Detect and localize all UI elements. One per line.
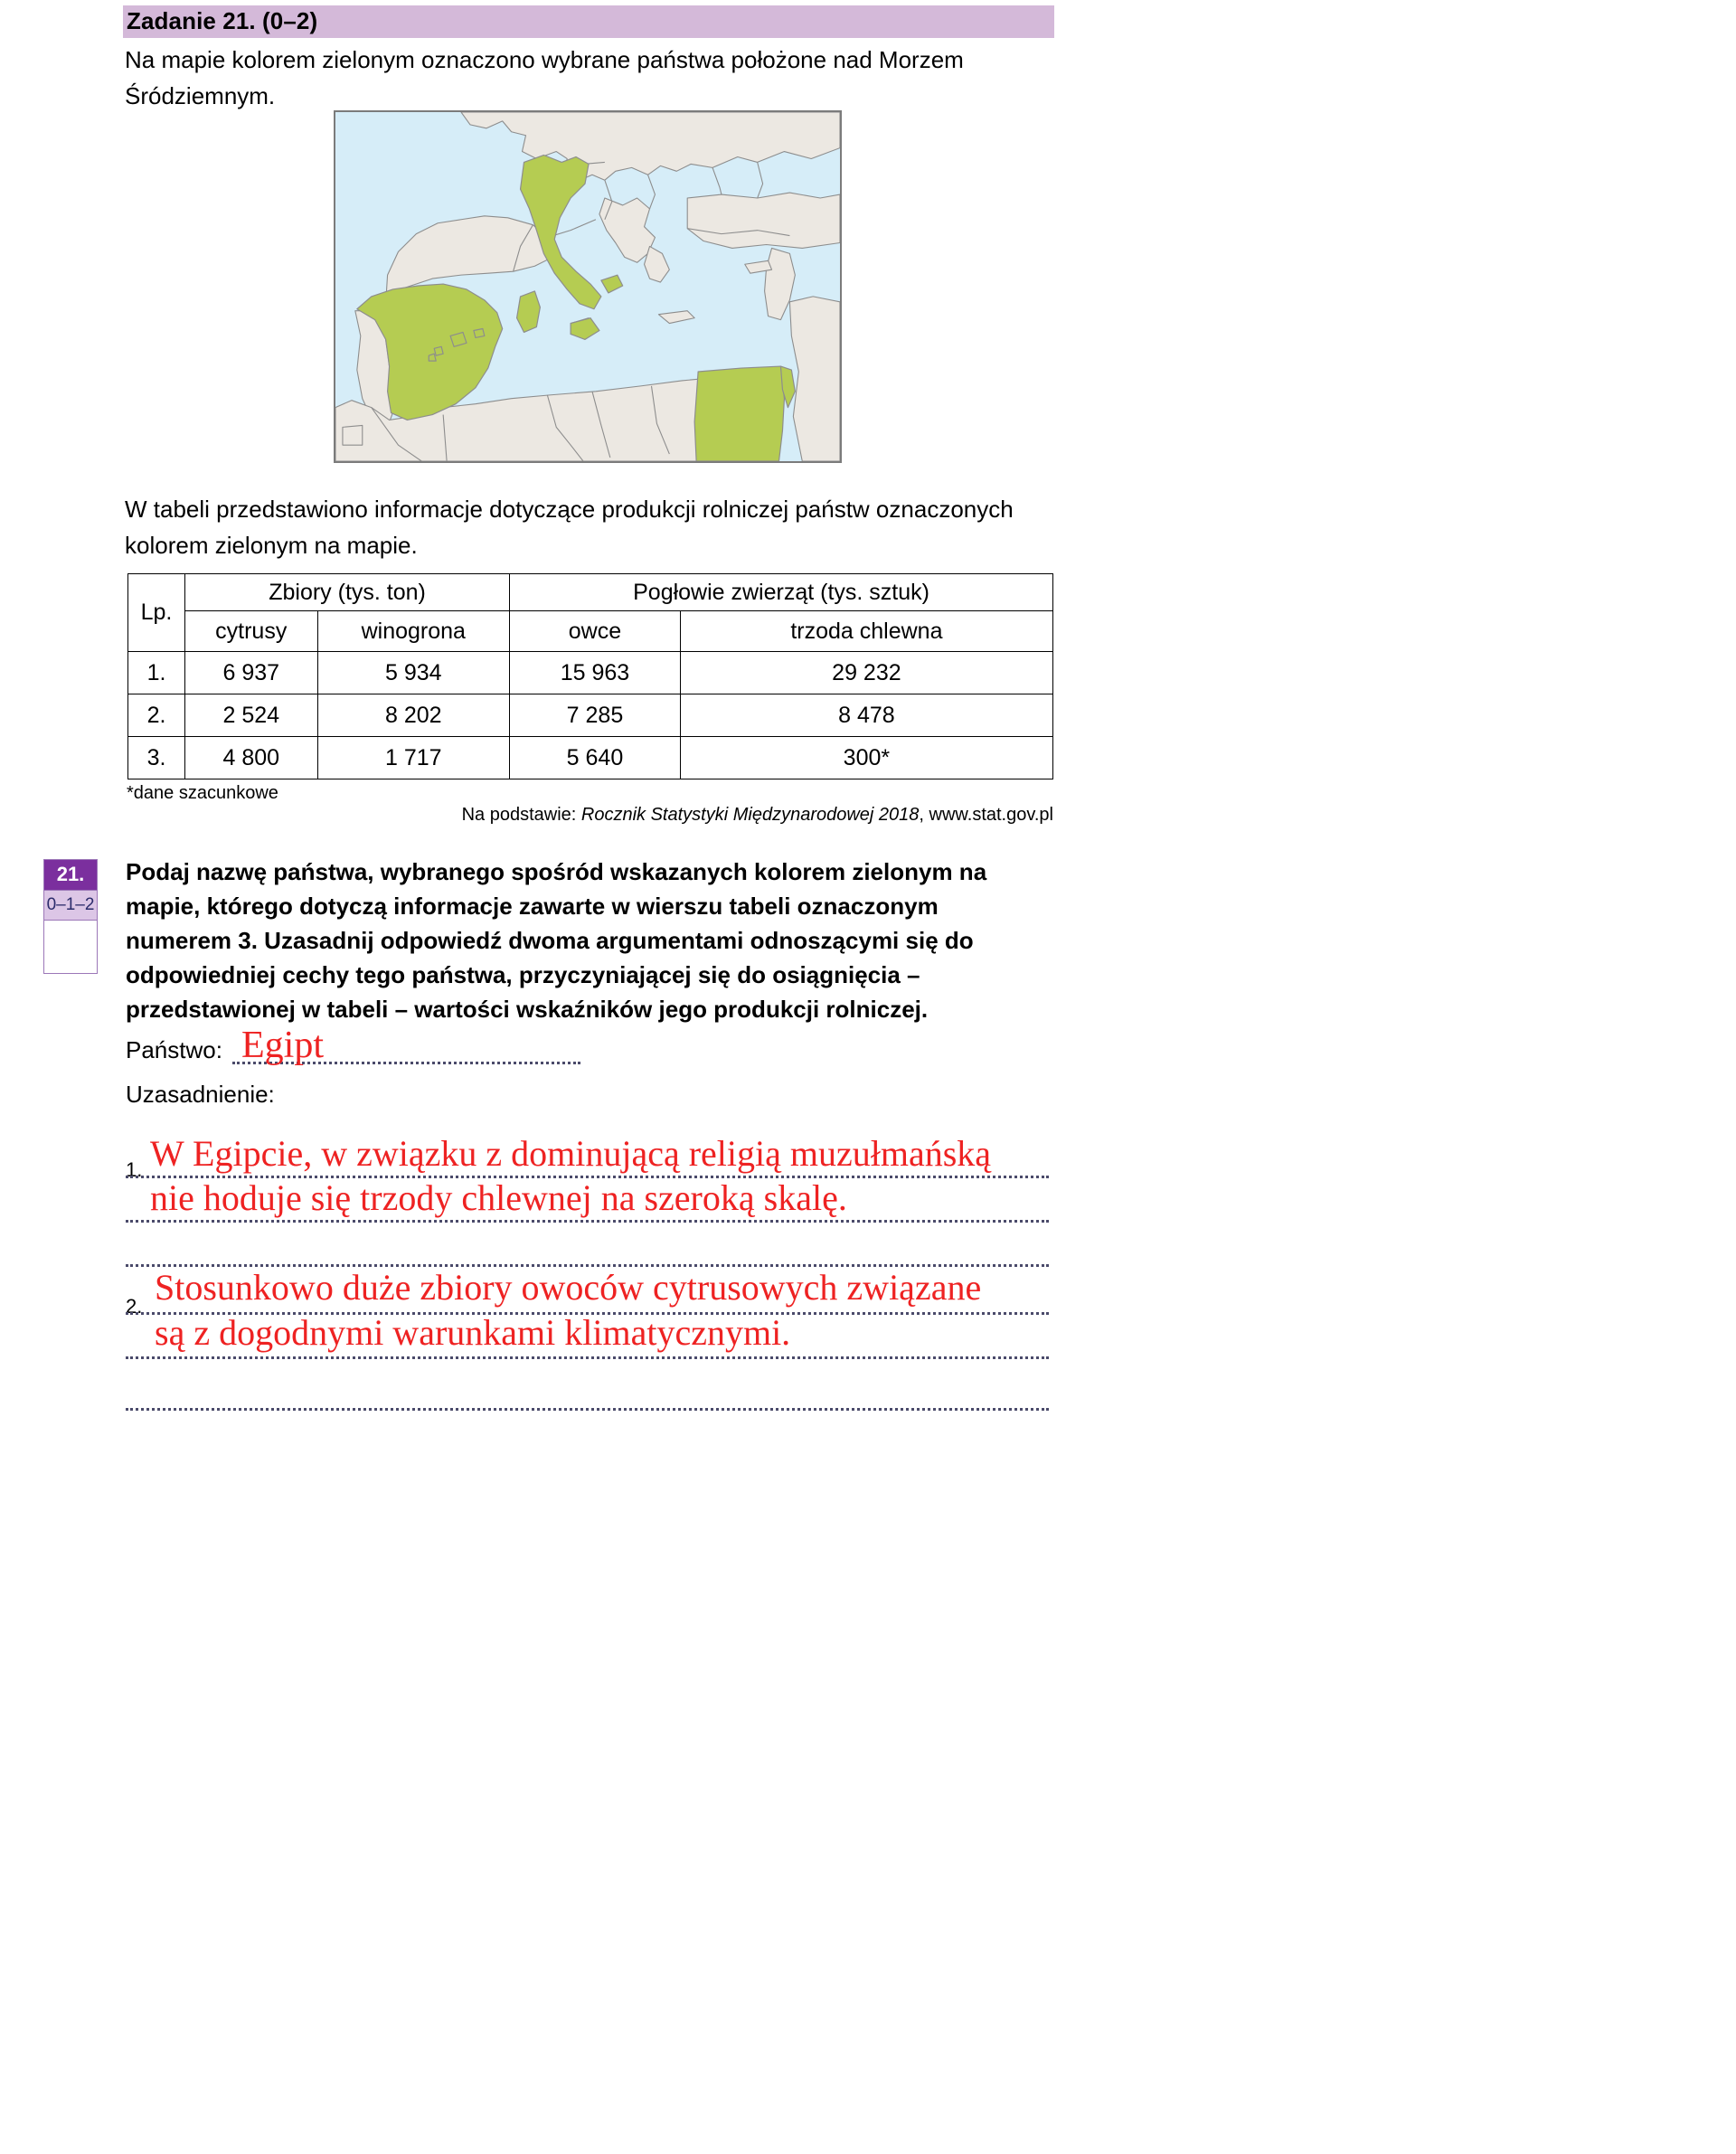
argument-2-handwriting-line-1: Stosunkowo duże zbiory owoców cytrusowych związane	[155, 1267, 982, 1308]
panstwo-answer-handwriting: Egipt	[241, 1025, 324, 1066]
table-subheader-cytrusy: cytrusy	[185, 611, 318, 652]
cell-lp: 1.	[128, 652, 185, 694]
score-entry-field[interactable]	[44, 921, 97, 973]
cell-lp: 2.	[128, 694, 185, 737]
table-row	[128, 652, 1053, 694]
table-row	[128, 694, 1053, 737]
cell-winogrona: 5 934	[317, 652, 510, 694]
score-task-number: 21.	[44, 860, 97, 890]
argument-2-line-3[interactable]	[126, 1408, 1049, 1411]
cell-trzoda: 300*	[680, 737, 1052, 779]
argument-2-line-2[interactable]	[126, 1356, 1049, 1359]
table-subheader-winogrona: winogrona	[317, 611, 510, 652]
cell-winogrona: 1 717	[317, 737, 510, 779]
table-row	[128, 737, 1053, 779]
argument-1-handwriting-line-1: W Egipcie, w związku z dominującą religią muzułmańską	[150, 1133, 992, 1174]
table-header-zbiory: Zbiory (tys. ton)	[185, 574, 510, 611]
cell-cytrusy: 2 524	[185, 694, 318, 737]
cell-owce: 5 640	[510, 737, 681, 779]
cell-lp: 3.	[128, 737, 185, 779]
table-source	[452, 805, 1053, 826]
argument-1-handwriting-line-2: nie hoduje się trzody chlewnej na szeroką skalę.	[150, 1177, 847, 1218]
cell-owce: 15 963	[510, 652, 681, 694]
panstwo-answer-row	[126, 1025, 1048, 1067]
cell-cytrusy: 6 937	[185, 652, 318, 694]
panstwo-label: Państwo:	[126, 1036, 222, 1063]
table-header-lp: Lp.	[128, 574, 185, 652]
table-header-poglowie: Pogłowie zwierząt (tys. sztuk)	[510, 574, 1053, 611]
source-suffix: , www.stat.gov.pl	[919, 805, 1053, 825]
map-country-egypt	[694, 366, 784, 461]
score-box	[43, 859, 98, 974]
mediterranean-map	[334, 110, 842, 463]
cell-owce: 7 285	[510, 694, 681, 737]
task-header-label: Zadanie 21. (0–2)	[127, 7, 318, 34]
task-command: Podaj nazwę państwa, wybranego spośród wskazanych kolorem zielonym na mapie, którego dotyczą informacje zawarte w wierszu tabeli oznaczonym numerem 3. Uzasadnij odpowiedź dwoma argumentami odnoszącymi się do odpowiedniej cechy tego państwa, przyczyniającej się do osiągnięcia – przedstawionej w tabeli – wartości wskaźników jego produkcji rolniczej.	[126, 858, 987, 1023]
score-points-range: 0–1–2	[44, 890, 97, 921]
source-title: Rocznik Statystyki Międzynarodowej 2018	[580, 805, 920, 825]
cell-trzoda: 29 232	[680, 652, 1052, 694]
argument-2-number: 2.	[126, 1295, 143, 1318]
argument-2-handwriting-line-2: są z dogodnymi warunkami klimatycznymi.	[155, 1312, 791, 1353]
table-subheader-owce: owce	[510, 611, 681, 652]
argument-1-line-2[interactable]	[126, 1220, 1049, 1223]
agriculture-data-table	[127, 573, 1053, 779]
table-footnote: *dane szacunkowe	[127, 783, 278, 803]
cell-winogrona: 8 202	[317, 694, 510, 737]
map-svg	[335, 112, 840, 461]
source-prefix: Na podstawie:	[461, 805, 581, 825]
uzasadnienie-label: Uzasadnienie:	[126, 1081, 275, 1108]
table-subheader-trzoda: trzoda chlewna	[680, 611, 1052, 652]
table-lead-paragraph: W tabeli przedstawiono informacje dotyczące produkcji rolniczej państw oznaczonych kolorem zielonym na mapie.	[125, 496, 1014, 559]
cell-cytrusy: 4 800	[185, 737, 318, 779]
cell-trzoda: 8 478	[680, 694, 1052, 737]
argument-1-number: 1.	[126, 1158, 143, 1181]
intro-paragraph: Na mapie kolorem zielonym oznaczono wybrane państwa położone nad Morzem Śródziemnym.	[125, 46, 964, 109]
